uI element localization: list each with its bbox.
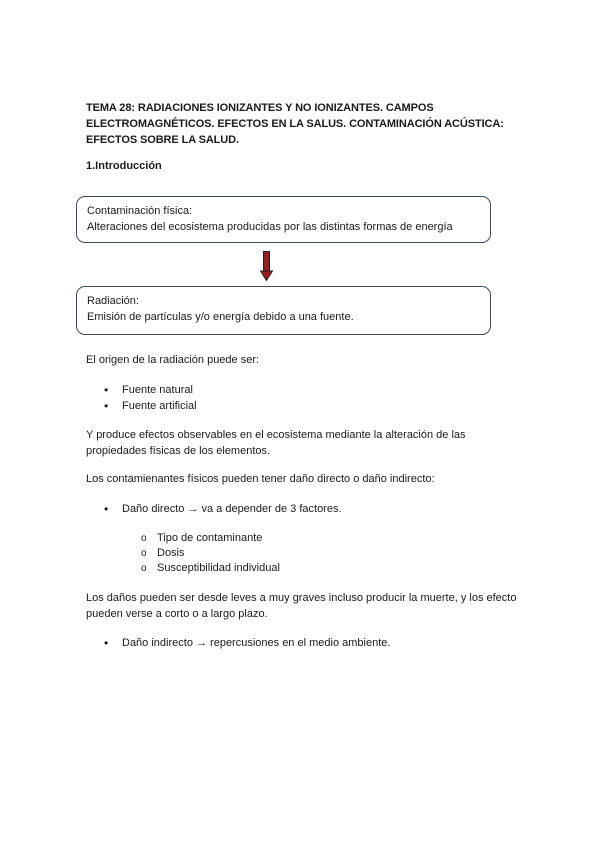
- factors-list: [141, 531, 280, 576]
- document-title: TEMA 28: RADIACIONES IONIZANTES Y NO IONIZANTES. CAMPOS ELECTROMAGNÉTICOS. EFECTOS EN LA SALUS. CONTAMINACIÓN ACÚSTICA: EFECTOS SOBRE LA SALUD.: [86, 102, 504, 146]
- paragraph-severity: Los daños pueden ser desde leves a muy graves incluso producir la muerte, y los efecto pueden verse a corto o a largo plazo.: [86, 592, 517, 620]
- list-item: o Tipo de contaminante: [141, 531, 280, 546]
- box-body: Emisión de partículas y/o energía debido a una fuente.: [87, 311, 354, 323]
- list-item: o Dosis: [141, 546, 280, 561]
- list-item: • Daño indirecto → repercusiones en el medio ambiente.: [104, 635, 390, 651]
- list-item: • Daño directo → va a depender de 3 factores.: [104, 501, 342, 517]
- box-body: Alteraciones del ecosistema producidas por las distintas formas de energía: [87, 221, 453, 233]
- list-item: o Susceptibilidad individual: [141, 561, 280, 576]
- down-arrow-icon: [260, 251, 273, 281]
- definition-box-radiacion: [76, 286, 491, 335]
- box-title: Radiación:: [87, 295, 139, 307]
- box-title: Contaminación física:: [87, 205, 193, 217]
- origin-list: [104, 382, 197, 414]
- direct-damage-list: [104, 501, 342, 517]
- section-heading: 1.Introducción: [86, 160, 162, 172]
- list-item: • Fuente natural: [104, 382, 197, 398]
- paragraph-effects: Y produce efectos observables en el ecosistema mediante la alteración de las propiedades físicas de los elementos.: [86, 429, 466, 457]
- paragraph-damage: Los contamienantes físicos pueden tener daño directo o daño indirecto:: [86, 473, 435, 485]
- list-item: • Fuente artificial: [104, 398, 197, 414]
- definition-box-contaminacion: [76, 196, 491, 243]
- paragraph-origin: El origen de la radiación puede ser:: [86, 354, 260, 366]
- indirect-damage-list: [104, 635, 390, 651]
